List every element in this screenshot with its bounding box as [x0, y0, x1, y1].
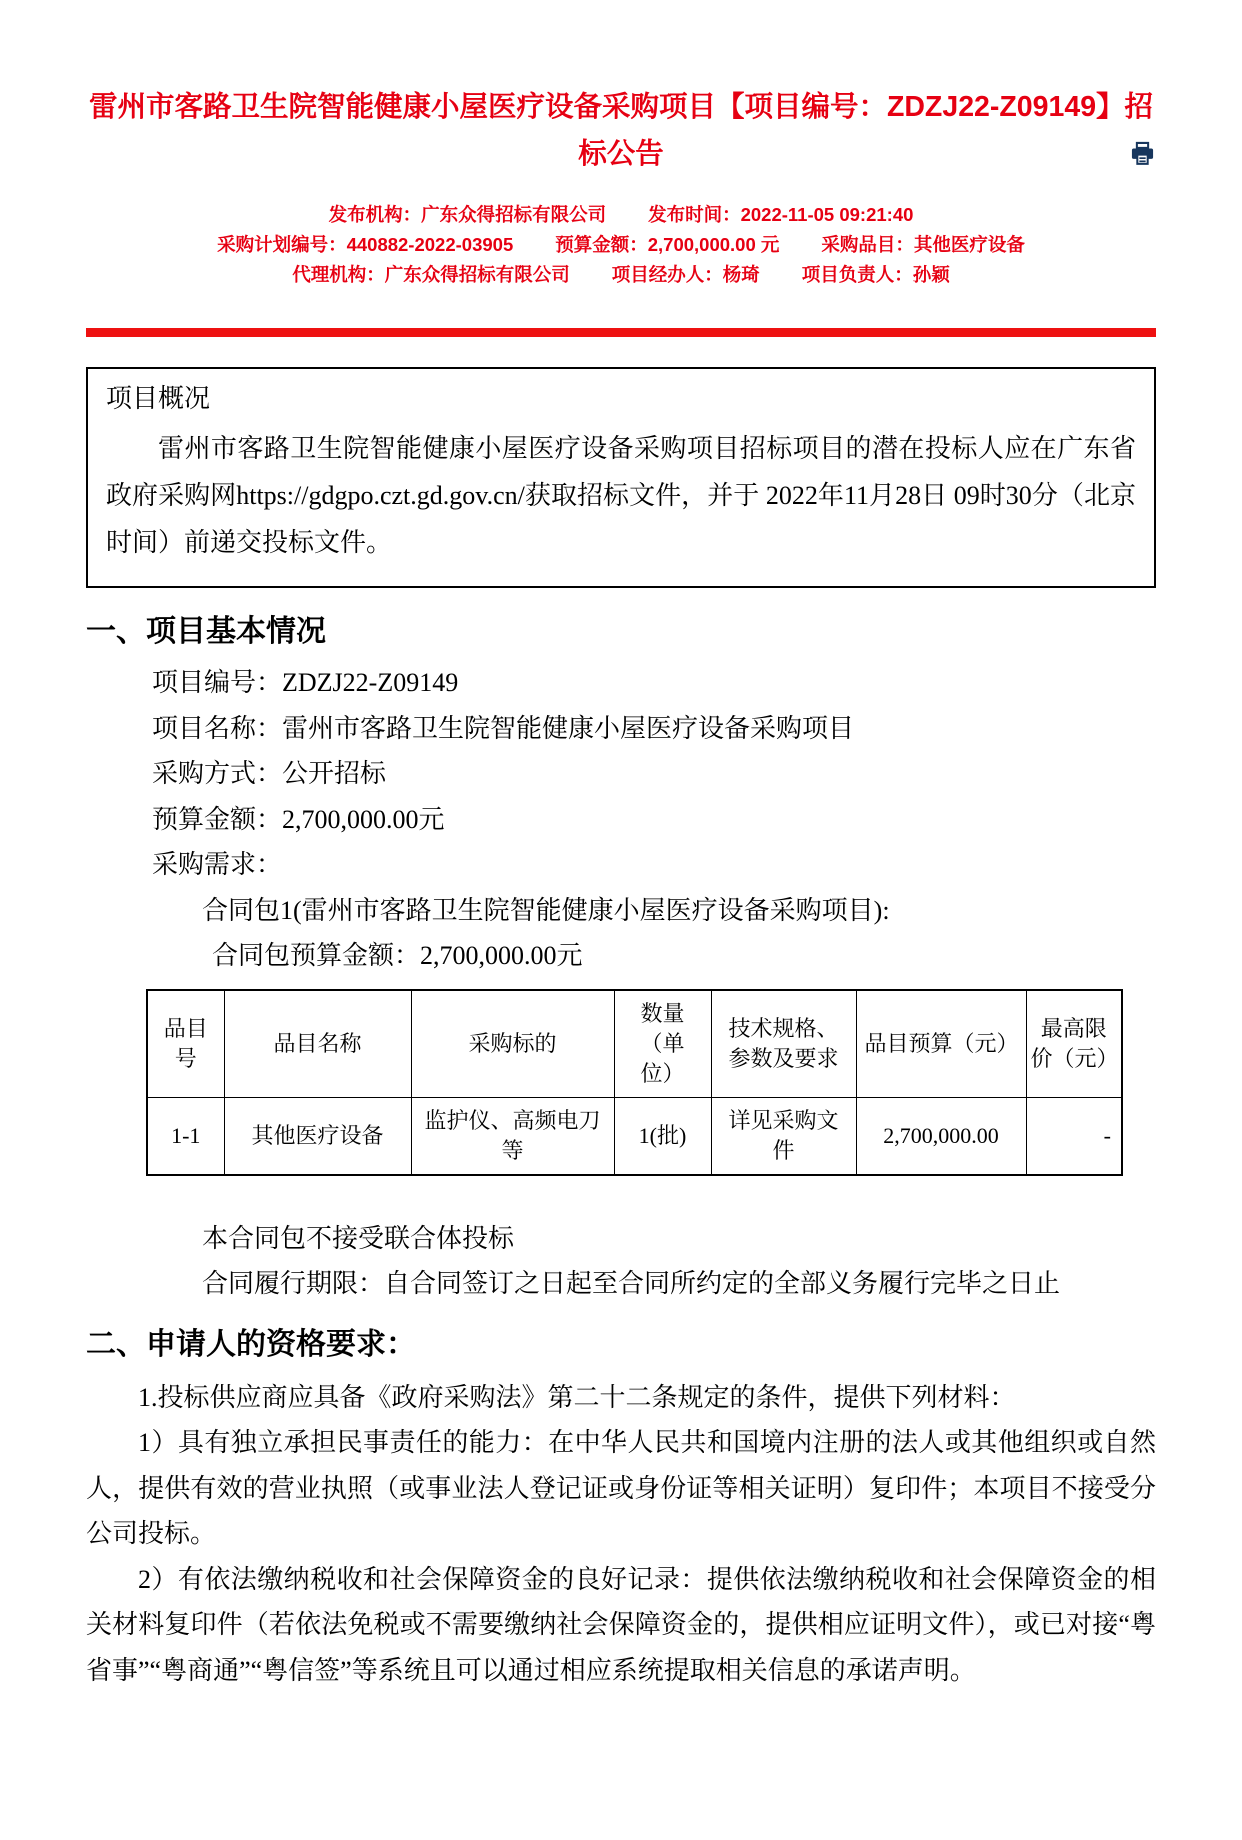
contract-notes [86, 1216, 1156, 1307]
announcement-page [0, 84, 1242, 1693]
table-row [147, 1097, 1122, 1175]
th-item-budget: 品目预算（元） [856, 990, 1026, 1098]
qualification-intro: 1.投标供应商应具备《政府采购法》第二十二条规定的条件，提供下列材料： [138, 1382, 1016, 1412]
overview-label: 项目概况 [106, 384, 211, 413]
th-item-no: 品目号 [147, 990, 224, 1098]
meta-row [86, 260, 1156, 290]
th-quantity-unit: 数量（单位） [614, 990, 711, 1098]
cell-item-name: 其他医疗设备 [224, 1097, 411, 1175]
item-project-number: 项目编号：ZDZJ22-Z09149 [152, 668, 459, 697]
overview-text: 雷州市客路卫生院智能健康小屋医疗设备采购项目招标项目的潜在投标人应在广东省政府采购网https://gdgpo.czt.gd.gov.cn/获取招标文件，并于 2022年11月28日 09时30分（北京时间）前递交投标文件。 [106, 434, 1136, 557]
meta-publisher: 发布机构：广东众得招标有限公司 [328, 204, 607, 225]
meta-row [86, 200, 1156, 230]
meta-category: 采购品目：其他医疗设备 [821, 234, 1025, 255]
cell-tech-spec: 详见采购文件 [711, 1097, 856, 1175]
section2-heading: 二、申请人的资格要求： [86, 1327, 416, 1361]
meta-budget: 预算金额：2,700,000.00 元 [555, 234, 780, 255]
meta-handler: 项目经办人：杨琦 [611, 264, 760, 285]
note-no-consortium: 本合同包不接受联合体投标 [202, 1223, 515, 1253]
section1-heading: 一、项目基本情况 [86, 615, 326, 648]
cell-procurement-target: 监护仪、高频电刀等 [411, 1097, 614, 1175]
th-item-name: 品目名称 [224, 990, 411, 1098]
th-max-price: 最高限价（元） [1026, 990, 1122, 1098]
print-button[interactable] [1129, 140, 1156, 167]
cell-item-no: 1-1 [147, 1097, 224, 1175]
qualification-requirements [86, 1375, 1156, 1694]
item-procurement-demand: 采购需求： [152, 850, 283, 879]
printer-icon [1129, 154, 1156, 171]
item-budget-amount: 预算金额：2,700,000.00元 [152, 804, 445, 834]
project-overview-box [86, 367, 1156, 588]
meta-agency: 代理机构：广东众得招标有限公司 [292, 264, 570, 285]
th-tech-spec: 技术规格、参数及要求 [711, 990, 856, 1098]
divider-rule [86, 328, 1156, 337]
meta-plan-number: 采购计划编号：440882-2022-03905 [217, 234, 514, 255]
item-procurement-method: 采购方式：公开招标 [152, 759, 387, 788]
qualification-item-2: 2）有依法缴纳税收和社会保障资金的良好记录：提供依法缴纳税收和社会保障资金的相关材料复印件（若依法免税或不需要缴纳社会保障资金的，提供相应证明文件），或已对接“粤省事”“粤商通”“粤信签”等系统且可以通过相应系统提取相关信息的承诺声明。 [86, 1564, 1156, 1685]
table-header-row [147, 990, 1122, 1098]
cell-item-budget: 2,700,000.00 [856, 1097, 1026, 1175]
item-project-name: 项目名称：雷州市客路卫生院智能健康小屋医疗设备采购项目 [152, 713, 855, 743]
procurement-table [146, 989, 1123, 1176]
title-block [86, 84, 1156, 178]
contract-package: 合同包1(雷州市客路卫生院智能健康小屋医疗设备采购项目): [202, 895, 890, 925]
page-title: 雷州市客路卫生院智能健康小屋医疗设备采购项目【项目编号：ZDZJ22-Z09149】招标公告 [88, 91, 1154, 170]
meta-block [86, 200, 1156, 290]
contract-budget: 合同包预算金额：2,700,000.00元 [212, 941, 583, 970]
qualification-item-1: 1）具有独立承担民事责任的能力：在中华人民共和国境内注册的法人或其他组织或自然人，提供有效的营业执照（或事业法人登记证或身份证等相关证明）复印件；本项目不接受分公司投标。 [86, 1428, 1156, 1548]
th-procurement-target: 采购标的 [411, 990, 614, 1098]
meta-publish-time: 发布时间：2022-11-05 09:21:40 [648, 204, 914, 225]
meta-manager: 项目负责人：孙颖 [801, 264, 950, 285]
meta-row [86, 230, 1156, 260]
project-basic-info [86, 660, 1156, 979]
cell-quantity-unit: 1(批) [614, 1097, 711, 1175]
cell-max-price: - [1026, 1097, 1122, 1175]
note-contract-term: 合同履行期限：自合同签订之日起至合同所约定的全部义务履行完毕之日止 [202, 1269, 1061, 1298]
